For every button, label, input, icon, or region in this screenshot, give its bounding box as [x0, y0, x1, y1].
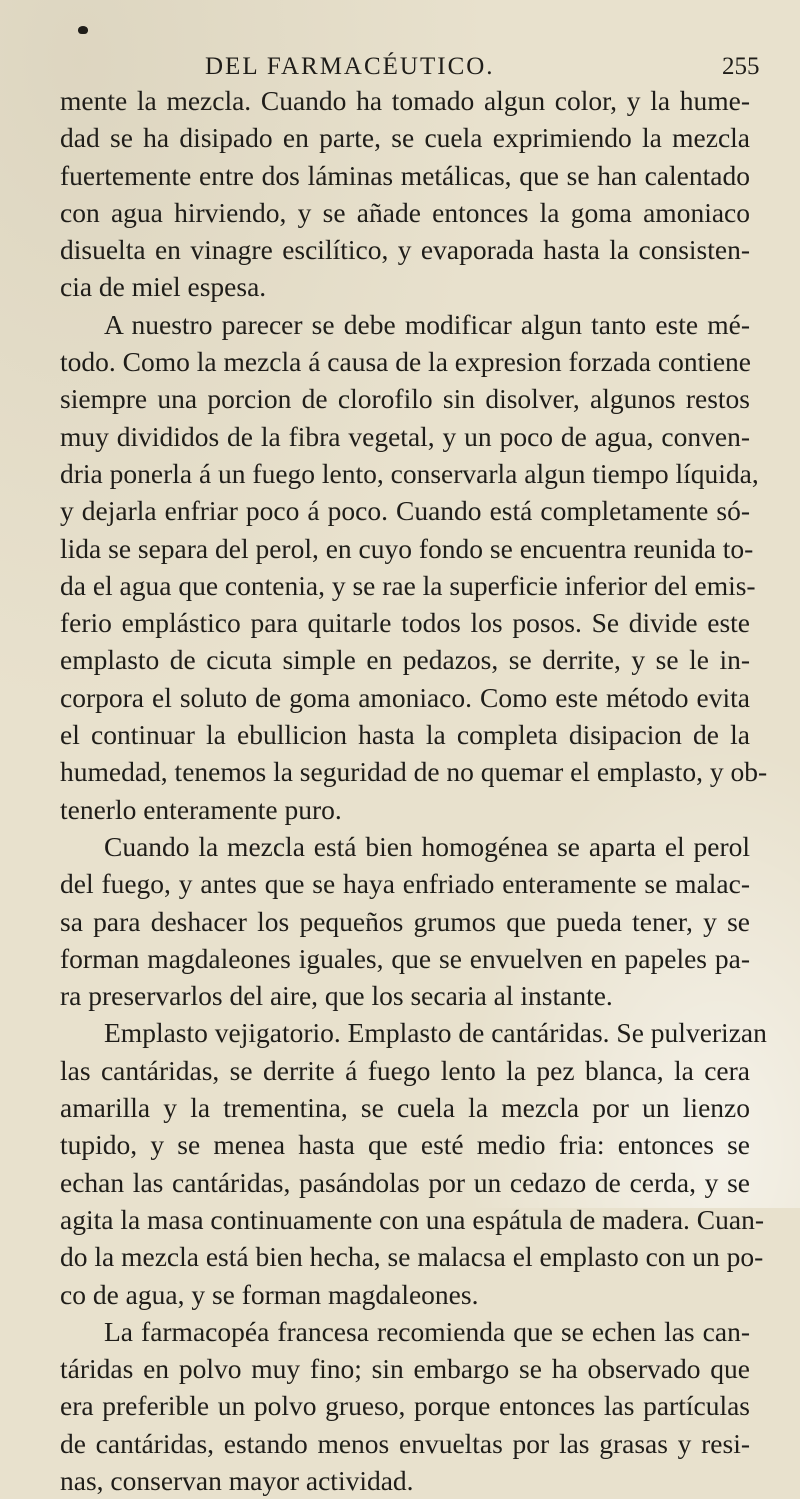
page-number: 255	[722, 53, 760, 80]
text-line: ra preservarlos del aire, que los secaria al instante.	[60, 980, 613, 1012]
text-line: todo. Como la mezcla á causa de la expresion forzada contiene	[60, 346, 752, 378]
text-line: Cuando la mezcla está bien homogénea se aparta el perol	[104, 830, 750, 862]
text-line: agita la masa continuamente con una espátula de madera. Cuan-	[60, 1203, 765, 1235]
text-line: del fuego, y antes que se haya enfriado enteramente se malac-	[60, 868, 750, 900]
text-line: echan las cantáridas, pasándolas por un cedazo de cerda, y se	[60, 1166, 750, 1198]
text-line: siempre una porcion de clorofilo sin disolver, algunos restos	[60, 383, 750, 415]
text-line: con agua hirviendo, y se añade entonces la goma amoniaco	[60, 196, 750, 228]
text-line: muy divididos de la fibra vegetal, y un poco de agua, conven-	[60, 420, 750, 452]
text-line: Emplasto vejigatorio. Emplasto de cantáridas. Se pulverizan	[104, 1017, 767, 1049]
printer-ornament	[78, 26, 88, 34]
running-head	[0, 50, 800, 84]
text-line: táridas en polvo muy fino; sin embargo se ha observado que	[60, 1353, 750, 1385]
text-line: lida se separa del perol, en cuyo fondo se encuentra reunida to-	[60, 532, 754, 564]
text-line: nas, conservan mayor actividad.	[60, 1464, 414, 1496]
text-line: A nuestro parecer se debe modificar algun tanto este mé-	[104, 308, 750, 340]
text-line: dad se ha disipado en parte, se cuela exprimiendo la mezcla	[60, 122, 750, 154]
text-line: mente la mezcla. Cuando ha tomado algun color, y la hume-	[60, 85, 750, 116]
text-line: ferio emplástico para quitarle todos los posos. Se divide este	[60, 607, 750, 639]
text-line: co de agua, y se forman magdaleones.	[60, 1278, 479, 1310]
text-line: fuertemente entre dos láminas metálicas, que se han calentado	[60, 159, 750, 191]
text-line: dria ponerla á un fuego lento, conservarla algun tiempo líquida,	[60, 457, 759, 489]
text-line: era preferible un polvo grueso, porque entonces las partículas	[60, 1390, 750, 1422]
text-line: humedad, tenemos la seguridad de no quemar el emplasto, y ob-	[60, 756, 768, 788]
text-line: sa para deshacer los pequeños grumos que pueda tener, y se	[60, 905, 750, 937]
body-text	[60, 82, 768, 1499]
text-line: corpora el soluto de goma amoniaco. Como este método evita	[60, 681, 750, 713]
text-line: las cantáridas, se derrite á fuego lento la pez blanca, la cera	[60, 1054, 750, 1086]
text-line: tenerlo enteramente puro.	[60, 793, 342, 825]
text-line: cia de miel espesa.	[60, 271, 267, 303]
text-line: tupido, y se menea hasta que esté medio fria: entonces se	[60, 1129, 750, 1161]
running-title: DEL FARMACÉUTICO.	[205, 53, 495, 80]
text-line: emplasto de cicuta simple en pedazos, se derrite, y se le in-	[60, 644, 750, 676]
text-line: disuelta en vinagre escilítico, y evaporada hasta la consisten-	[60, 234, 750, 266]
text-line: amarilla y la trementina, se cuela la mezcla por un lienzo	[60, 1092, 750, 1124]
text-line: de cantáridas, estando menos envueltas por las grasas y resi-	[60, 1427, 750, 1459]
text-line: forman magdaleones iguales, que se envuelven en papeles pa-	[60, 942, 750, 974]
text-line: da el agua que contenia, y se rae la superficie inferior del emis-	[60, 569, 756, 601]
text-line: y dejarla enfriar poco á poco. Cuando está completamente só-	[60, 495, 750, 527]
text-line: do la mezcla está bien hecha, se malacsa el emplasto con un po-	[60, 1241, 764, 1273]
text-line: La farmacopéa francesa recomienda que se echen las can-	[104, 1315, 750, 1347]
text-line: el continuar la ebullicion hasta la completa disipacion de la	[60, 719, 750, 751]
